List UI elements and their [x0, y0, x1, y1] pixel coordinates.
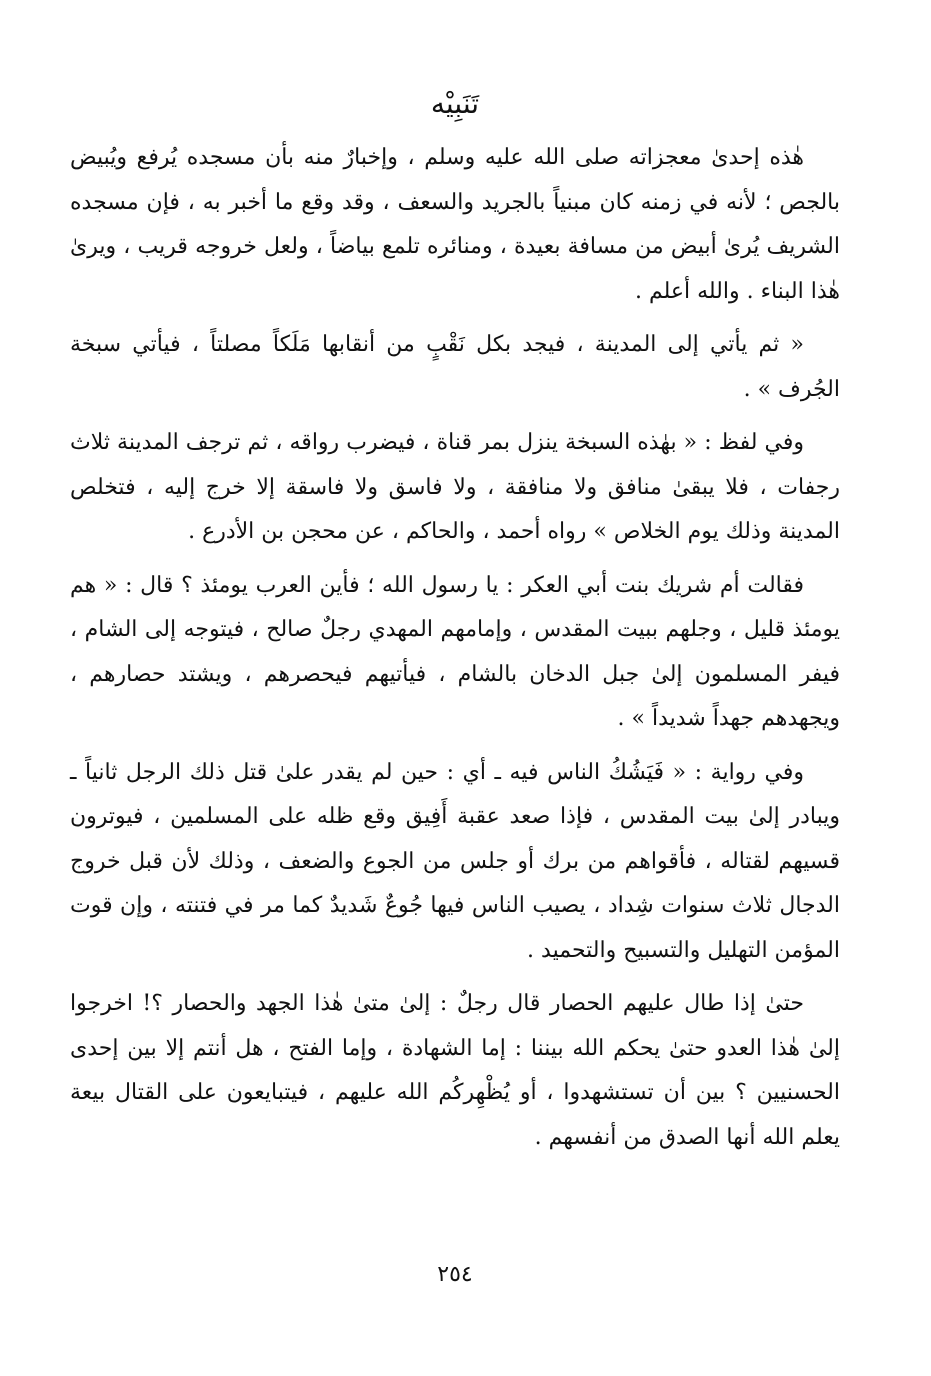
page-title: تَنَبِيْه: [430, 87, 480, 120]
book-page: [70, 80, 840, 1290]
paragraph-2: « ثم يأتي إلى المدينة ، فيجد بكل نَقْبٍ من أنقابها مَلَكاً مصلتاً ، فيأتي سبخة الجُرف » .: [70, 332, 840, 402]
paragraph-1: هٰذه إحدىٰ معجزاته صلى الله عليه وسلم ، وإخبارٌ منه بأن مسجده يُرفع ويُبيض بالجص ؛ لأنه في زمنه كان مبنياً بالجريد والسعف ، وقد وقع ما أخبر به ، فإن مسجده الشريف يُرىٰ أبيض من مسافة بعيدة ، ومنائره تلمع بياضاً ، ولعل خروجه قريب ، ويرىٰ هٰذا البناء . والله أعلم .: [70, 145, 840, 304]
paragraph-6: حتىٰ إذا طال عليهم الحصار قال رجلٌ : إلىٰ متىٰ هٰذا الجهد والحصار ؟! اخرجوا إلىٰ هٰذا العدو حتىٰ يحكم الله بيننا : إما الشهادة ، وإما الفتح ، هل أنتم إلا بين إحدى الحسنيين ؟ بين أن تستشهدوا ، أو يُظْهِركُم الله عليهم ، فيتبايعون على القتال بيعة يعلم الله أنها الصدق من أنفسهم .: [70, 991, 840, 1150]
paragraph-4: فقالت أم شريك بنت أبي العكر : يا رسول الله ؛ فأين العرب يومئذ ؟ قال : « هم يومئذ قليل ، وجلهم ببيت المقدس ، وإمامهم المهدي رجلٌ صالح ، فيتوجه إلى الشام ، فيفر المسلمون إلىٰ جبل الدخان بالشام ، فيأتيهم فيحصرهم ، ويشتد حصارهم ، ويجهدهم جهداً شديداً » .: [70, 572, 841, 731]
paragraph-3: وفي لفظ : « بهٰذه السبخة ينزل بمر قناة ، فيضرب رواقه ، ثم ترجف المدينة ثلاث رجفات ، فلا يبقىٰ منافق ولا منافقة ، ولا فاسق ولا فاسقة إلا خرج إليه ، فتخلص المدينة وذلك يوم الخلاص » رواه أحمد ، والحاكم ، عن محجن بن الأدرع .: [70, 430, 840, 544]
page-number: ٢٥٤: [437, 1262, 473, 1287]
paragraph-5: وفي رواية : « فَيَشُكُ الناس فيه ـ أي : حين لم يقدر علىٰ قتل ذلك الرجل ثانياً ـ ويبادر إلىٰ بيت المقدس ، فإذا صعد عقبة أَفِيق وقع ظله على المسلمين ، فيوترون قسيهم لقتاله ، فأقواهم من برك أو جلس من الجوع والضعف ، وذلك لأن قبل خروج الدجال ثلاث سنوات شِداد ، يصيب الناس فيها جُوعٌ شَديدٌ كما مر في فتنته ، وإن قوت المؤمن التهليل والتسبيح والتحميد .: [70, 759, 840, 963]
